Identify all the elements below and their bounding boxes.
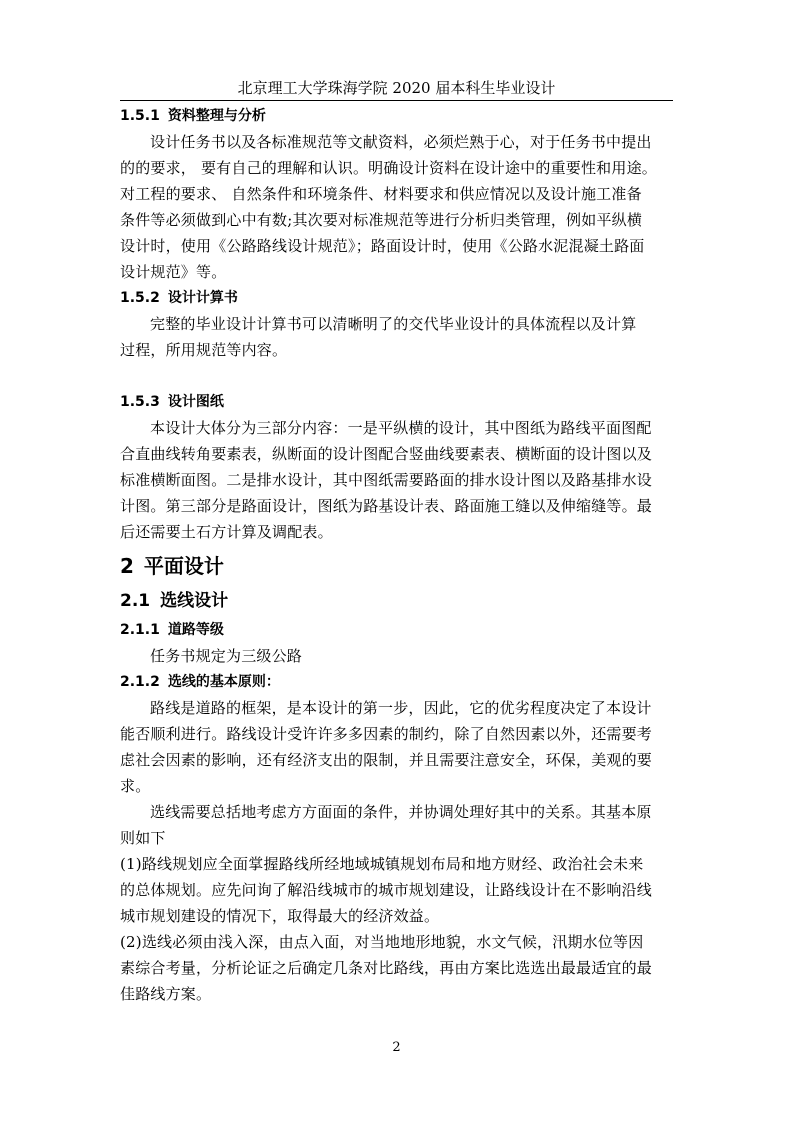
heading-1-5-3 xyxy=(120,389,673,415)
heading-number: 1.5.2 xyxy=(120,290,160,306)
chapter-heading-2 xyxy=(120,551,673,581)
heading-title: 选线设计 xyxy=(160,591,229,611)
header-title: 北京理工大学珠海学院 2020 届本科生毕业设计 xyxy=(237,79,556,97)
paragraph: 设计任务书以及各标准规范等文献资料，必须烂熟于心，对于任务书中提出 的的要求， 要有自己的理解和认识。明确设计资料在设计途中的重要性和用途。 对工程的要求、 自然条件和环境条件、材料要求和供应情况以及设计施工准备 条件等必须做到心中有数;其次要对标准规范等进行分析归类管理，例如平纵横 设计时，使用《公路路线设计规范》；路面设计时，使用《公路水泥混凝土路面 设计规范》等。 xyxy=(120,133,657,281)
paragraph: 任务书规定为三级公路 xyxy=(150,647,303,665)
page-number: 2 xyxy=(392,1040,401,1055)
page-header xyxy=(120,78,673,101)
heading-number: 2 xyxy=(120,554,134,578)
heading-title: 资料整理与分析 xyxy=(167,108,266,124)
heading-title: 平面设计 xyxy=(143,554,224,578)
heading-2-1 xyxy=(120,587,673,615)
heading-title: 设计图纸 xyxy=(167,394,224,410)
heading-title: 设计计算书 xyxy=(167,290,238,306)
paragraph: 完整的毕业设计计算书可以清晰明了的交代毕业设计的具体流程以及计算 过程，所用规范等内容。 xyxy=(120,315,637,359)
heading-title: 选线的基本原则： xyxy=(167,674,280,690)
heading-2-1-2 xyxy=(120,669,673,695)
paragraph: 选线需要总括地考虑方方面面的条件，并协调处理好其中的关系。其基本原 则如下 xyxy=(120,803,652,847)
paragraph: 本设计大体分为三部分内容：一是平纵横的设计，其中图纸为路线平面图配 合直曲线转角要素表，纵断面的设计图配合竖曲线要素表、横断面的设计图以及 标准横断面图。二是排水设计，其中图纸需要路面的排水设计图以及路基排水设 计图。第三部分是路面设计，图纸为路基设计表、路面施工缝以及伸缩缝等。最 后还需要土石方计算及调配表。 xyxy=(120,419,653,541)
heading-1-5-1 xyxy=(120,103,673,129)
heading-title: 道路等级 xyxy=(167,622,224,638)
list-item: (1)路线规划应全面掌握路线所经地域城镇规划布局和地方财经、政治社会未来 的总体规划。应先问询了解沿线城市的城市规划建设，让路线设计在不影响沿线 城市规划建设的情况下，取得最大的经济效益。 xyxy=(120,855,653,925)
heading-2-1-1 xyxy=(120,617,673,643)
document-body xyxy=(120,103,673,1007)
heading-1-5-2 xyxy=(120,285,673,311)
heading-number: 2.1.2 xyxy=(120,674,160,690)
heading-number: 1.5.3 xyxy=(120,394,160,410)
heading-number: 1.5.1 xyxy=(120,108,160,124)
heading-number: 2.1 xyxy=(120,591,151,611)
paragraph: 路线是道路的框架，是本设计的第一步，因此，它的优劣程度决定了本设计 能否顺利进行。路线设计受许许多多因素的制约，除了自然因素以外，还需要考 虑社会因素的影响，还有经济支出的限制，并且需要注意安全，环保，美观的要 求。 xyxy=(120,699,653,795)
heading-number: 2.1.1 xyxy=(120,622,160,638)
list-item: (2)选线必须由浅入深，由点入面，对当地地形地貌，水文气候，汛期水位等因 素综合考量，分析论证之后确定几条对比路线，再由方案比选选出最最适宜的最 佳路线方案。 xyxy=(120,933,653,1003)
spacer xyxy=(120,363,673,389)
